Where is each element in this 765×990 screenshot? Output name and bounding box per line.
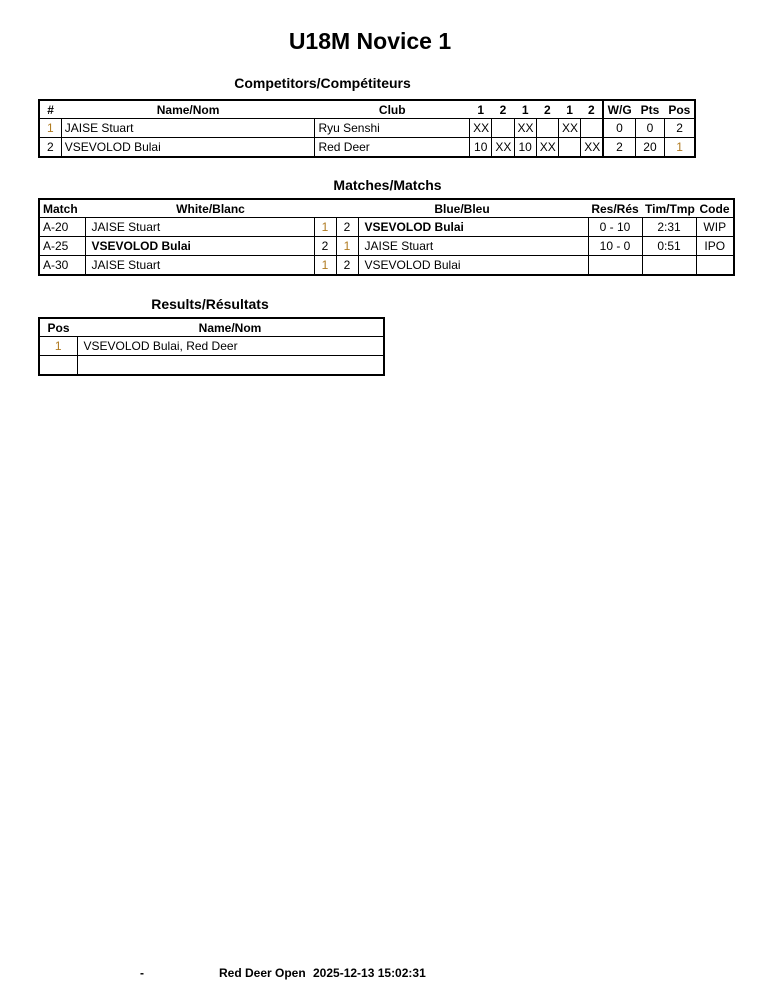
white-number: 1 <box>314 256 336 276</box>
competitor-name: VSEVOLOD Bulai <box>61 138 315 158</box>
round-result <box>492 119 514 138</box>
blue-competitor: JAISE Stuart <box>358 237 588 256</box>
matches-table <box>38 198 735 276</box>
col-header-pts: Pts <box>635 100 664 119</box>
competitor-pos: 2 <box>665 119 695 138</box>
matches-section-title: Matches/Matchs <box>333 177 442 193</box>
blue-number: 1 <box>336 237 358 256</box>
result-name: VSEVOLOD Bulai, Red Deer <box>77 337 384 356</box>
blue-competitor: VSEVOLOD Bulai <box>358 218 588 237</box>
col-header-wg: W/G <box>603 100 635 119</box>
footer-event: Red Deer Open <box>219 966 306 980</box>
match-code: WIP <box>696 218 734 237</box>
round-result: XX <box>536 138 558 158</box>
col-header-round: 1 <box>559 100 581 119</box>
col-header-round: 1 <box>470 100 492 119</box>
competitor-club: Red Deer <box>315 138 470 158</box>
match-result: 10 - 0 <box>588 237 642 256</box>
match-row <box>39 256 734 276</box>
col-header-code: Code <box>696 199 734 218</box>
col-header-name: Name/Nom <box>77 318 384 337</box>
match-id: A-30 <box>39 256 85 276</box>
col-header-blue: Blue/Bleu <box>336 199 588 218</box>
round-result <box>581 119 603 138</box>
round-result: XX <box>581 138 603 158</box>
round-result: 10 <box>470 138 492 158</box>
match-time <box>642 256 696 276</box>
result-row <box>39 356 384 376</box>
round-result: 10 <box>514 138 536 158</box>
competitor-wg: 2 <box>603 138 635 158</box>
match-row <box>39 237 734 256</box>
footer-datetime: 2025-12-13 15:02:31 <box>313 966 426 980</box>
competitor-wg: 0 <box>603 119 635 138</box>
white-competitor: JAISE Stuart <box>85 256 314 276</box>
result-name <box>77 356 384 376</box>
competitors-header-row <box>39 100 695 119</box>
round-result <box>536 119 558 138</box>
match-code: IPO <box>696 237 734 256</box>
match-result <box>588 256 642 276</box>
round-result <box>559 138 581 158</box>
col-header-club: Club <box>315 100 470 119</box>
page-title: U18M Novice 1 <box>288 28 452 54</box>
match-time: 0:51 <box>642 237 696 256</box>
match-code <box>696 256 734 276</box>
col-header-round: 2 <box>492 100 514 119</box>
competitor-pts: 20 <box>635 138 664 158</box>
competitor-row <box>39 138 695 158</box>
results-section-title: Results/Résultats <box>151 296 269 312</box>
round-result: XX <box>470 119 492 138</box>
col-header-pos: Pos <box>665 100 695 119</box>
results-header-row <box>39 318 384 337</box>
white-number: 1 <box>314 218 336 237</box>
competitor-row <box>39 119 695 138</box>
competitors-table <box>38 99 696 158</box>
col-header-num: # <box>39 100 61 119</box>
competitor-number: 1 <box>39 119 61 138</box>
col-header-time: Tim/Tmp <box>642 199 696 218</box>
matches-header-row <box>39 199 734 218</box>
result-pos <box>39 356 77 376</box>
round-result: XX <box>514 119 536 138</box>
white-competitor: JAISE Stuart <box>85 218 314 237</box>
competitor-name: JAISE Stuart <box>61 119 315 138</box>
col-header-pos: Pos <box>39 318 77 337</box>
blue-number: 2 <box>336 256 358 276</box>
blue-competitor: VSEVOLOD Bulai <box>358 256 588 276</box>
round-result: XX <box>492 138 514 158</box>
footer-dash: - <box>140 966 144 980</box>
col-header-name: Name/Nom <box>61 100 315 119</box>
match-row <box>39 218 734 237</box>
col-header-res: Res/Rés <box>588 199 642 218</box>
col-header-white: White/Blanc <box>85 199 336 218</box>
col-header-match: Match <box>39 199 85 218</box>
results-table <box>38 317 385 376</box>
match-id: A-20 <box>39 218 85 237</box>
competitor-pts: 0 <box>635 119 664 138</box>
competitor-number: 2 <box>39 138 61 158</box>
match-result: 0 - 10 <box>588 218 642 237</box>
round-result: XX <box>559 119 581 138</box>
competitor-pos: 1 <box>665 138 695 158</box>
result-pos: 1 <box>39 337 77 356</box>
blue-number: 2 <box>336 218 358 237</box>
col-header-round: 2 <box>581 100 603 119</box>
result-row <box>39 337 384 356</box>
col-header-round: 2 <box>536 100 558 119</box>
white-number: 2 <box>314 237 336 256</box>
match-time: 2:31 <box>642 218 696 237</box>
competitors-section-title: Competitors/Compétiteurs <box>234 75 411 91</box>
white-competitor: VSEVOLOD Bulai <box>85 237 314 256</box>
col-header-round: 1 <box>514 100 536 119</box>
competitor-club: Ryu Senshi <box>315 119 470 138</box>
match-id: A-25 <box>39 237 85 256</box>
